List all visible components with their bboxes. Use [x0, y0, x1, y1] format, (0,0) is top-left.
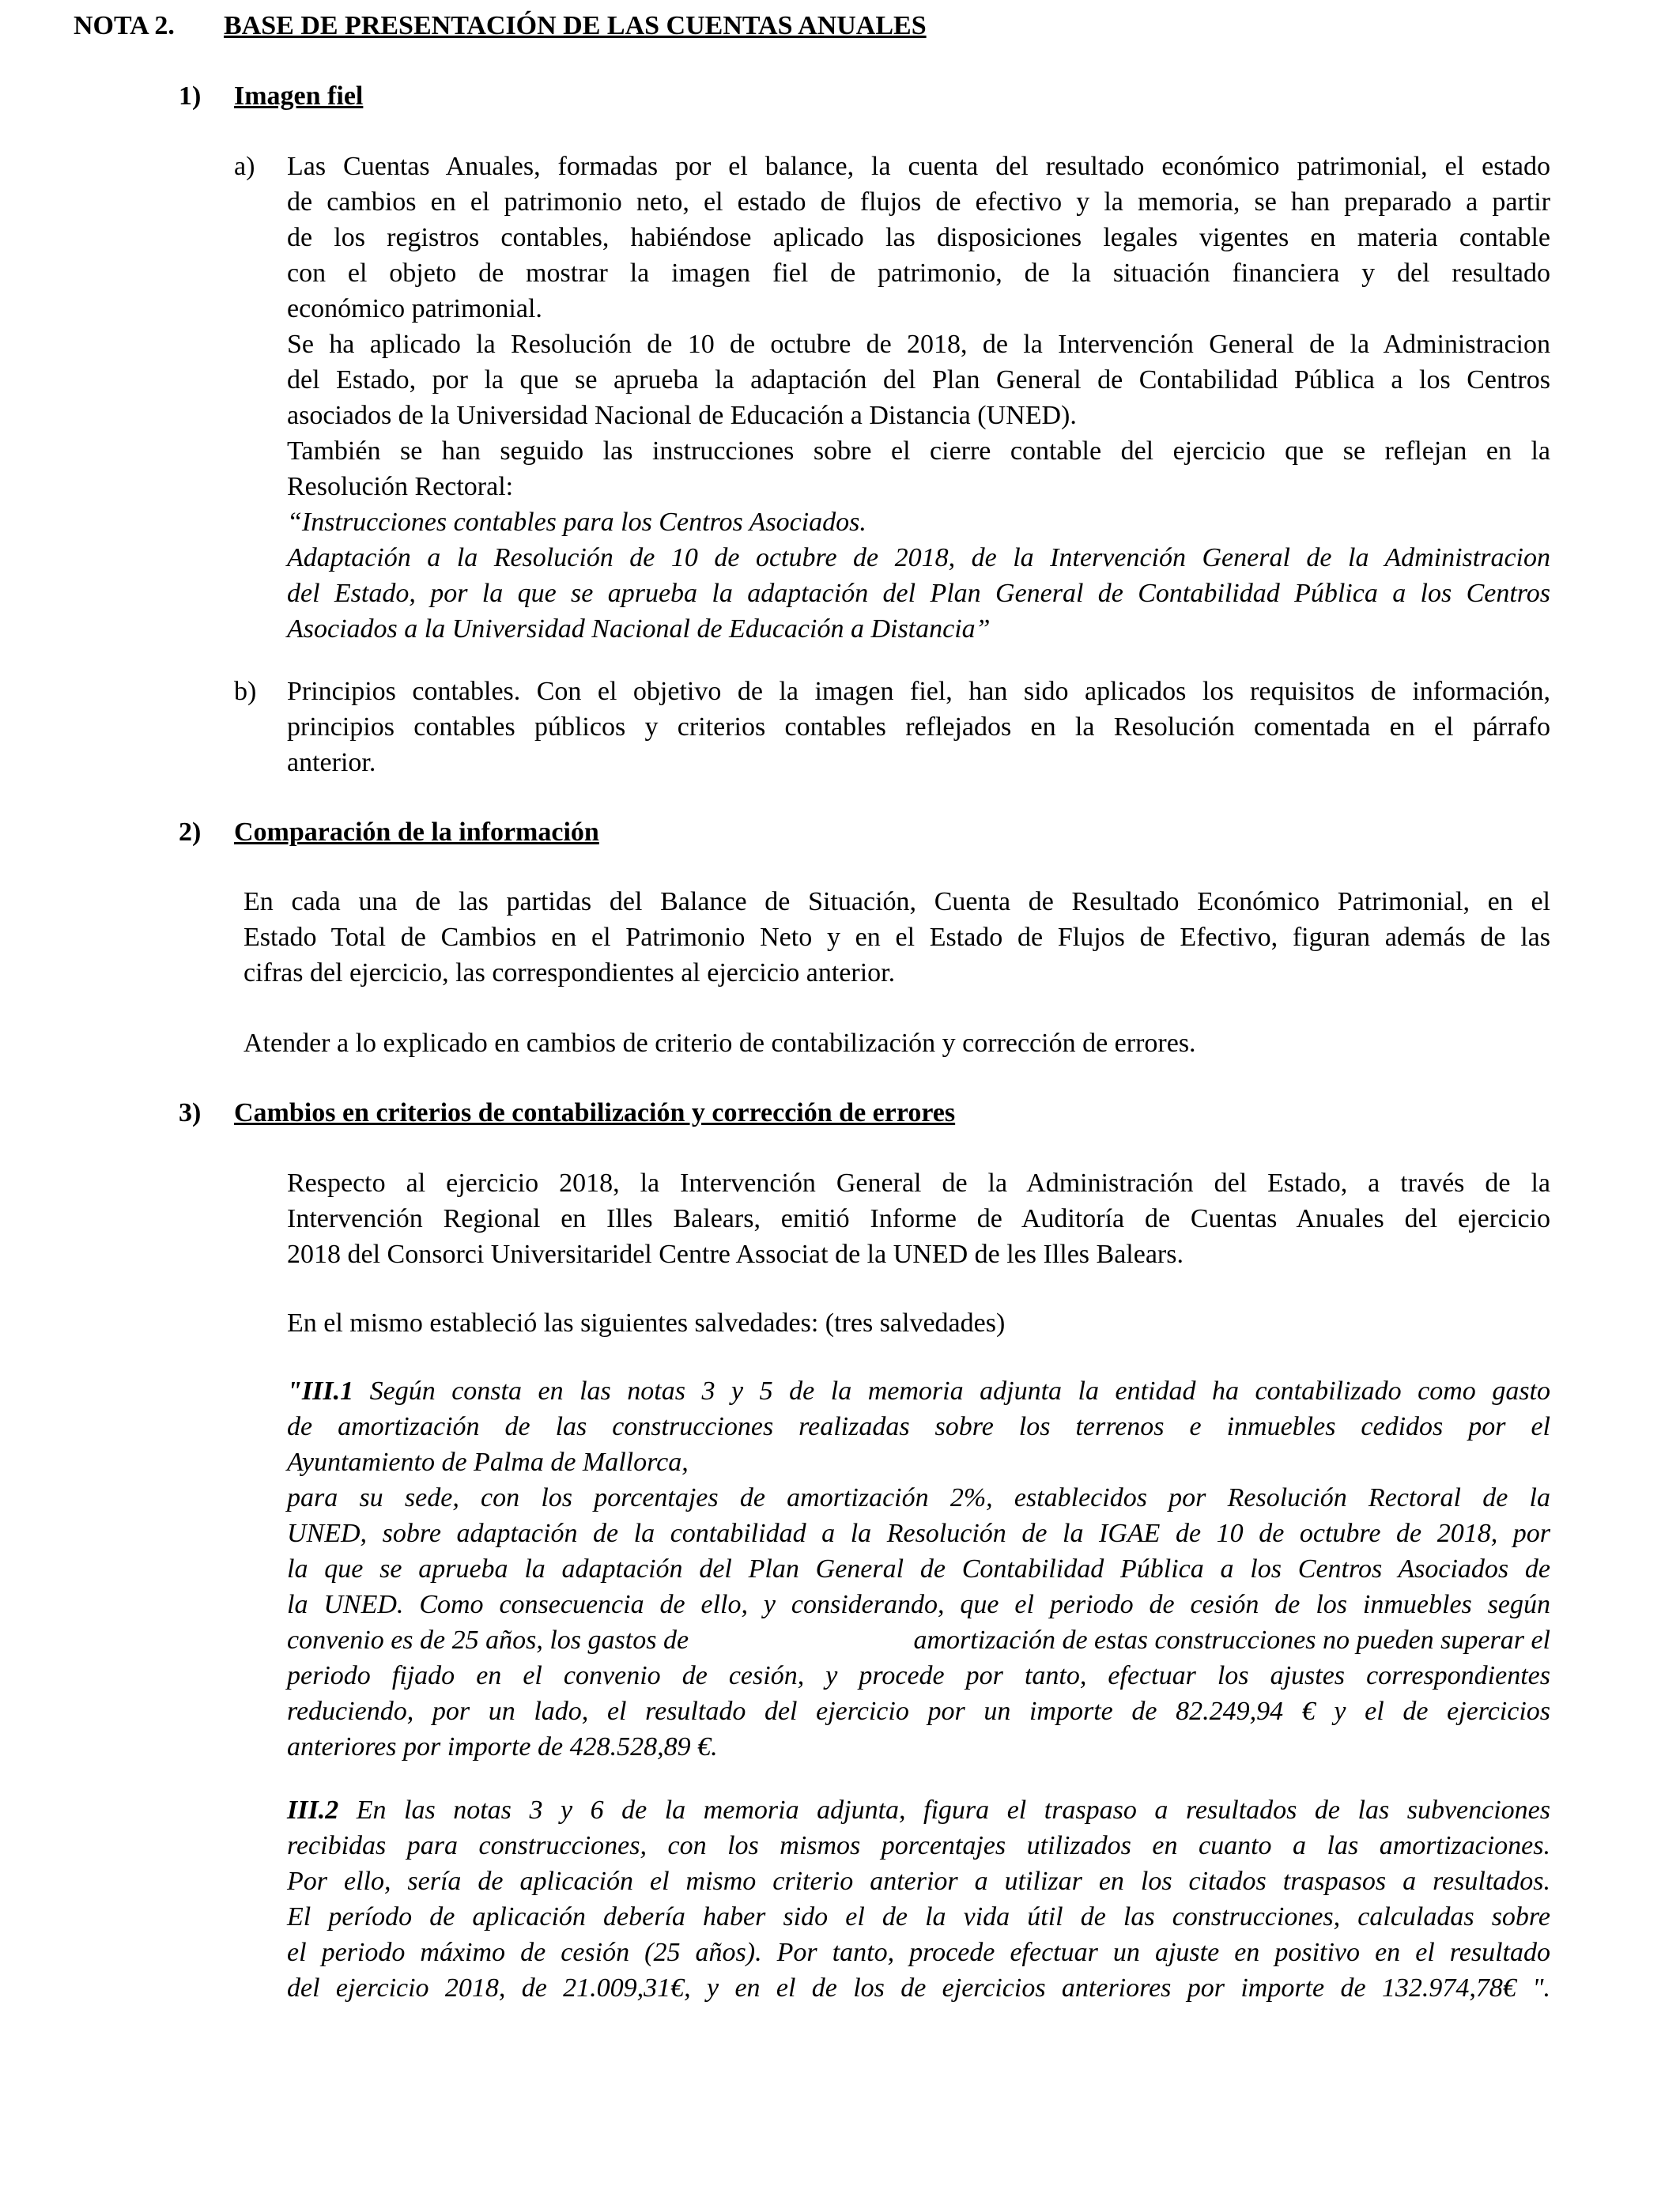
item-a-line: de los registros contables, habiéndose aplicado las disposiciones legales vigentes en materia contable — [287, 223, 1550, 252]
section-1-title: Imagen fiel — [234, 81, 364, 111]
item-a-line: económico patrimonial. — [287, 294, 542, 323]
salvedad-iii2-line: El período de aplicación debería haber sido el de la vida útil de las construcciones, calculadas sobre — [287, 1902, 1550, 1932]
item-a-body — [287, 149, 1550, 647]
section-2-body — [244, 884, 1550, 991]
item-a-line: Las Cuentas Anuales, formadas por el balance, la cuenta del resultado económico patrimonial, el estado — [287, 152, 1550, 181]
salvedad-iii1-line: de amortización de las construcciones realizadas sobre los terrenos e inmuebles cedidos por el — [287, 1412, 1550, 1441]
salvedad-iii1 — [287, 1373, 1550, 1765]
section-2-line: cifras del ejercicio, las correspondientes al ejercicio anterior. — [244, 958, 896, 987]
salvedad-iii1-line: anteriores por importe de 428.528,89 €. — [287, 1732, 718, 1762]
item-b-line: anterior. — [287, 748, 376, 777]
salvedad-iii1-text: amortización de estas construcciones no pueden superar el — [913, 1626, 1550, 1655]
item-b-marker: b) — [234, 677, 257, 706]
salvedad-iii2-line: recibidas para construcciones, con los mismos porcentajes utilizados en cuanto a las amortizaciones. — [287, 1831, 1550, 1860]
section-2-title: Comparación de la información — [234, 818, 599, 847]
salvedad-iii1-line: periodo fijado en el convenio de cesión, y procede por tanto, efectuar los ajustes correspondientes — [287, 1661, 1550, 1690]
section-3-body — [287, 1165, 1550, 1272]
salvedad-iii2-line: del ejercicio 2018, de 21.009,31€, y en el de los de ejercicios anteriores por importe de 132.974,78€ ". — [287, 1973, 1550, 2003]
salvedad-iii1-line: Ayuntamiento de Palma de Mallorca, — [287, 1448, 689, 1477]
salvedad-iii1-line: reduciendo, por un lado, el resultado del ejercicio por un importe de 82.249,94 € y el de ejercicios — [287, 1697, 1550, 1726]
item-b-body — [287, 674, 1550, 780]
salvedad-iii1-line — [287, 1373, 1550, 1409]
item-a-italic-line: del Estado, por la que se aprueba la adaptación del Plan General de Contabilidad Pública a los Centros — [287, 579, 1550, 608]
section-3-line: Respecto al ejercicio 2018, la Intervención General de la Administración del Estado, a través de la — [287, 1169, 1550, 1198]
salvedad-iii2-line — [287, 1792, 1550, 1828]
salvedad-iii1-line: UNED, sobre adaptación de la contabilidad a la Resolución de la IGAE de 10 de octubre de 2018, por — [287, 1519, 1550, 1548]
section-3-line: 2018 del Consorci Universitaridel Centre Associat de la UNED de les Illes Balears. — [287, 1240, 1184, 1269]
item-a-line: Resolución Rectoral: — [287, 472, 514, 501]
salvedades-intro: En el mismo estableció las siguientes salvedades: (tres salvedades) — [287, 1308, 1006, 1338]
salvedad-iii1-text: Según consta en las notas 3 y 5 de la memoria adjunta la entidad ha contabilizado como gasto — [353, 1376, 1550, 1406]
salvedad-iii1-label: "III.1 — [287, 1376, 354, 1406]
item-a-italic-line: Asociados a la Universidad Nacional de Educación a Distancia” — [287, 614, 991, 644]
section-2-line: En cada una de las partidas del Balance de Situación, Cuenta de Resultado Económico Patrimonial, en el — [244, 887, 1550, 916]
item-a-marker: a) — [234, 152, 255, 181]
salvedad-iii2-line: Por ello, sería de aplicación el mismo criterio anterior a utilizar en los citados traspasos a resultados. — [287, 1867, 1550, 1896]
item-b-line: principios contables públicos y criterios contables reflejados en la Resolución comentada en el párrafo — [287, 712, 1550, 742]
item-b-line: Principios contables. Con el objetivo de la imagen fiel, han sido aplicados los requisitos de información, — [287, 677, 1550, 706]
salvedad-iii1-line: la UNED. Como consecuencia de ello, y considerando, que el periodo de cesión de los inmuebles según — [287, 1590, 1550, 1619]
salvedad-iii1-text: convenio es de 25 años, los gastos de — [287, 1626, 689, 1655]
salvedad-iii1-line: para su sede, con los porcentajes de amortización 2%, establecidos por Resolución Rectoral de la — [287, 1483, 1550, 1512]
note-number: NOTA 2. — [74, 11, 175, 40]
section-2-note: Atender a lo explicado en cambios de criterio de contabilización y corrección de errores. — [244, 1029, 1196, 1058]
item-a-line: con el objeto de mostrar la imagen fiel de patrimonio, de la situación financiera y del resultado — [287, 259, 1550, 288]
section-2-number: 2) — [179, 818, 202, 847]
item-a-italic-line: Adaptación a la Resolución de 10 de octubre de 2018, de la Intervención General de la Administracion — [287, 543, 1550, 572]
item-a-line: de cambios en el patrimonio neto, el estado de flujos de efectivo y la memoria, se han preparado a partir — [287, 187, 1550, 217]
salvedad-iii2-line: el periodo máximo de cesión (25 años). Por tanto, procede efectuar un ajuste en positivo en el resultado — [287, 1938, 1550, 1967]
salvedad-iii2-label: III.2 — [287, 1796, 339, 1825]
item-a-line: asociados de la Universidad Nacional de Educación a Distancia (UNED). — [287, 401, 1077, 430]
salvedad-iii2-text: En las notas 3 y 6 de la memoria adjunta, figura el traspaso a resultados de las subvenciones — [338, 1796, 1550, 1825]
section-3-title: Cambios en criterios de contabilización y corrección de errores — [234, 1098, 956, 1127]
item-a-italic-line: “Instrucciones contables para los Centros Asociados. — [287, 508, 866, 537]
section-3-number: 3) — [179, 1098, 202, 1127]
note-title: BASE DE PRESENTACIÓN DE LAS CUENTAS ANUALES — [224, 11, 927, 40]
salvedad-iii1-line: la que se aprueba la adaptación del Plan General de Contabilidad Pública a los Centros Asociados de — [287, 1554, 1550, 1584]
salvedad-iii2 — [287, 1792, 1550, 2006]
section-3-line: Intervención Regional en Illes Balears, emitió Informe de Auditoría de Cuentas Anuales del ejercicio — [287, 1204, 1550, 1233]
item-a-line: También se han seguido las instrucciones sobre el cierre contable del ejercicio que se reflejan en la — [287, 436, 1550, 466]
item-a-line: del Estado, por la que se aprueba la adaptación del Plan General de Contabilidad Pública a los Centros — [287, 365, 1550, 395]
salvedad-iii1-split-line — [287, 1622, 1550, 1658]
item-a-line: Se ha aplicado la Resolución de 10 de octubre de 2018, de la Intervención General de la Administracion — [287, 330, 1550, 359]
section-2-line: Estado Total de Cambios en el Patrimonio Neto y en el Estado de Flujos de Efectivo, figuran además de las — [244, 923, 1550, 952]
section-1-number: 1) — [179, 81, 202, 111]
